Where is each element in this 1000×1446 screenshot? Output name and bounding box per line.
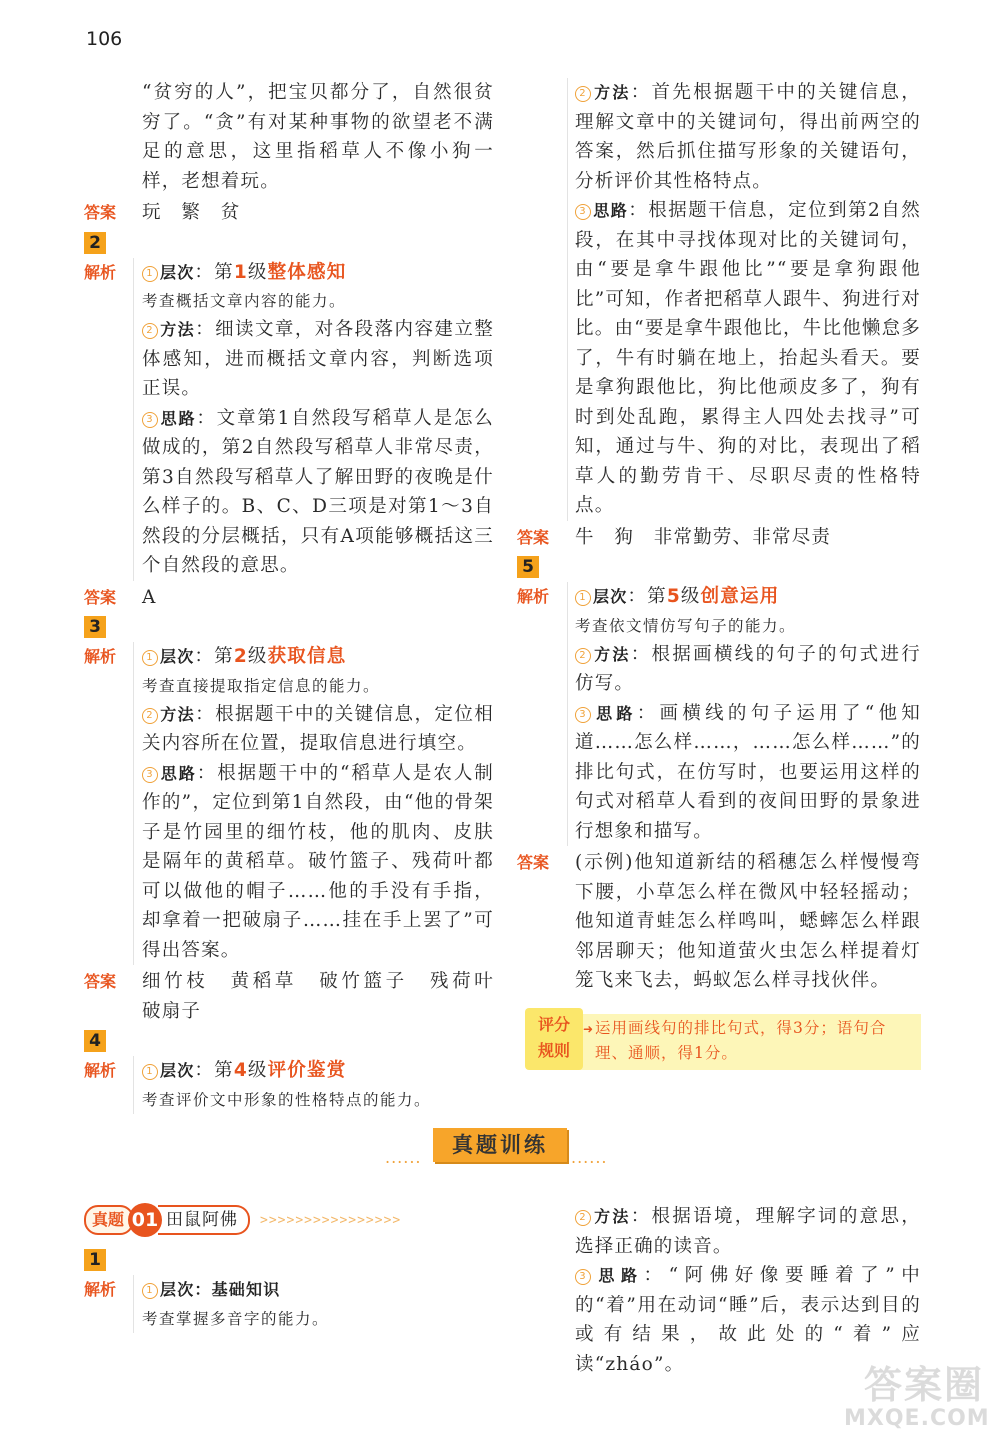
step-3-icon: 3 [142,412,158,428]
q4-level-desc: 考查评价文中形象的性格特点的能力。 [142,1090,432,1109]
scoring-rules [517,1008,921,1078]
q3-analysis [84,642,494,965]
q1-answer [84,198,494,228]
page-number: 106 [86,28,123,50]
right-column [517,78,921,1078]
q4-thinking: 3 思路：根据题干信息，定位到第2自然段，在其中寻找体现对比的关键词句，由“要是拿牛跟他比”“要是拿狗跟他比”可知，作者把稻草人跟牛、狗进行对比。由“要是拿牛跟他比，牛比他懒怠多了，牛有时躺在地上，抬起头看天。要是拿狗跟他比，狗比他顽皮多了，狗有时到处乱跑，累得主人四处去找寻”可知，通过与牛、狗的对比，表现出了稻草人的勤劳肯干、尽职尽责的性格特点。 [575,200,921,516]
dots-left: ...... [385,1148,422,1167]
step-3-icon: 3 [142,767,158,783]
q4-answer [517,523,921,553]
step-1-icon: 1 [142,266,158,282]
scoring-text: 运用画线句的排比句式，得3分；语句合理、通顺，得1分。 [595,1018,887,1062]
q4-level: 1 层次：第4级评价鉴赏 [142,1056,494,1086]
analysis-label: 解析 [84,262,117,282]
divider-line [133,642,134,965]
q4-analysis-start [84,1056,494,1114]
q4-method: 2 方法：首先根据题干中的关键信息，理解文章中的关键词句，得出前两空的答案，然后抓住描写形象的关键语句，分析评价其性格特点。 [575,82,921,192]
divider-line [567,582,568,846]
exam-tag [84,1205,401,1235]
q4-answer-text: 牛 狗 非常勤劳、非常尽责 [575,526,832,548]
exam-q1-thinking: 3 思路：“阿佛好像要睡着了”中的“着”用在动词“睡”后，表示达到目的或有结果，故此处的“着”应读“zháo”。 [575,1265,921,1375]
q3-thinking: 3 思路：根据题干中的“稻草人是农人制作的”，定位到第1自然段，由“他的骨架子是竹园里的细竹枝，他的肌肉、皮肤是隔年的黄稻草。破竹篮子、残荷叶都可以做他的帽子……他的手没有手指，却拿着一把破扇子……挂在手上罢了”可得出答案。 [142,762,494,961]
question-number-1: 1 [84,1249,106,1271]
divider-line [567,78,568,521]
dots-right: ...... [571,1148,608,1167]
q3-method: 2 方法：根据题干中的关键信息，定位相关内容所在位置，提取信息进行填空。 [142,703,494,754]
step-2-icon: 2 [575,1210,591,1226]
step-3-icon: 3 [575,204,591,220]
exam-q1-analysis [84,1275,494,1333]
question-number-3: 3 [84,616,106,638]
q5-level: 1 层次：第5级创意运用 [575,582,921,612]
step-1-icon: 1 [142,1283,158,1299]
q2-level: 1 层次：第1级整体感知 [142,258,494,288]
exam-q1-method: 2 方法：根据语境，理解字词的意思，选择正确的读音。 [575,1206,921,1257]
exam-q1-analysis-continued [517,1202,921,1379]
answer-label: 答案 [84,587,117,607]
step-2-icon: 2 [142,708,158,724]
question-number-4: 4 [84,1030,106,1052]
step-1-icon: 1 [142,1064,158,1080]
q2-answer-text: A [142,586,157,608]
q3-answer [84,967,514,1026]
q5-analysis [517,582,921,846]
left-column [84,78,514,1114]
answer-label: 答案 [517,853,550,872]
step-1-icon: 1 [142,650,158,666]
answer-label: 答案 [517,527,550,547]
step-3-icon: 3 [575,1269,591,1285]
q3-level: 1 层次：第2级获取信息 [142,642,494,672]
section-title: 真题训练 [433,1128,567,1162]
step-1-icon: 1 [575,590,591,606]
bottom-right-column [517,1202,921,1379]
q1-tail-text: “贫穷的人”，把宝贝都分了，自然很贫穷了。“贪”有对某种事物的欲望老不满足的意思，这里指稻草人不像小狗一样，老想着玩。 [142,82,494,192]
q5-answer-text: (示例)他知道新结的稻穗怎么样慢慢弯下腰，小草怎么样在微风中轻轻摇动；他知道青蛙怎么样鸣叫，蟋蟀怎么样跟邻居聊天；他知道萤火虫怎么样提着灯笼飞来飞去，蚂蚁怎么样寻找伙伴。 [575,852,921,991]
answer-label: 答案 [84,972,117,991]
exam-name: 田鼠阿佛 [158,1205,250,1235]
section-header [385,1128,615,1172]
q1-tail [84,78,494,196]
step-2-icon: 2 [142,323,158,339]
question-number-5: 5 [517,556,539,578]
step-3-icon: 3 [575,707,591,723]
step-2-icon: 2 [575,86,591,102]
divider-line [133,1275,134,1333]
exam-q1-level-desc: 考查掌握多音字的能力。 [142,1309,330,1328]
bottom-left-column [84,1205,494,1333]
arrow-right-icon: ➜ [583,1021,594,1036]
exam-pill: 真题 [84,1205,134,1235]
exam-q1-level: 1 层次：基础知识 [142,1275,494,1305]
q5-answer [517,848,921,996]
q5-level-desc: 考查依文情仿写句子的能力。 [575,616,797,635]
analysis-label: 解析 [84,1280,117,1299]
q2-method: 2 方法：细读文章，对各段落内容建立整体感知，进而概括文章内容，判断选项正误。 [142,319,494,399]
q2-answer [84,583,494,613]
q5-method: 2 方法：根据画横线的句子的句式进行仿写。 [575,643,921,694]
exam-number: 01 [128,1203,162,1237]
watermark-logo: 答案圈 MXQE.COM [844,1363,990,1431]
q5-thinking: 3 思路：画横线的句子运用了“他知道……怎么样……，……怎么样……”的排比句式，在仿写时，也要运用这样的句式对稻草人看到的夜间田野的景象进行想象和描写。 [575,702,922,842]
q2-thinking: 3 思路：文章第1自然段写稻草人是怎么做成的，第2自然段写稻草人非常尽责，第3自然段写稻草人了解田野的夜晚是什么样子的。B、C、D三项是对第1～3自然段的分层概括，只有A项能够概括这三个自然段的意思。 [142,407,494,576]
q1-answer-text: 玩 繁 贫 [142,202,241,223]
analysis-label: 解析 [517,587,550,606]
question-number-2: 2 [84,232,106,254]
answer-label: 答案 [84,203,117,222]
q4-analysis-continued [517,78,921,521]
divider-line [133,1056,134,1114]
step-2-icon: 2 [575,648,591,664]
q3-answer-text: 细竹枝 黄稻草 破竹篮子 残荷叶 破扇子 [142,971,514,1022]
divider-line [133,258,134,581]
q2-level-desc: 考查概括文章内容的能力。 [142,292,347,310]
analysis-label: 解析 [84,1061,117,1080]
scoring-tag: 评分 规则 [525,1008,583,1070]
q2-analysis [84,258,494,581]
arrows-decoration: >>>>>>>>>>>>>>>> [260,1212,402,1228]
analysis-label: 解析 [84,647,117,666]
q3-level-desc: 考查直接提取指定信息的能力。 [142,676,381,695]
